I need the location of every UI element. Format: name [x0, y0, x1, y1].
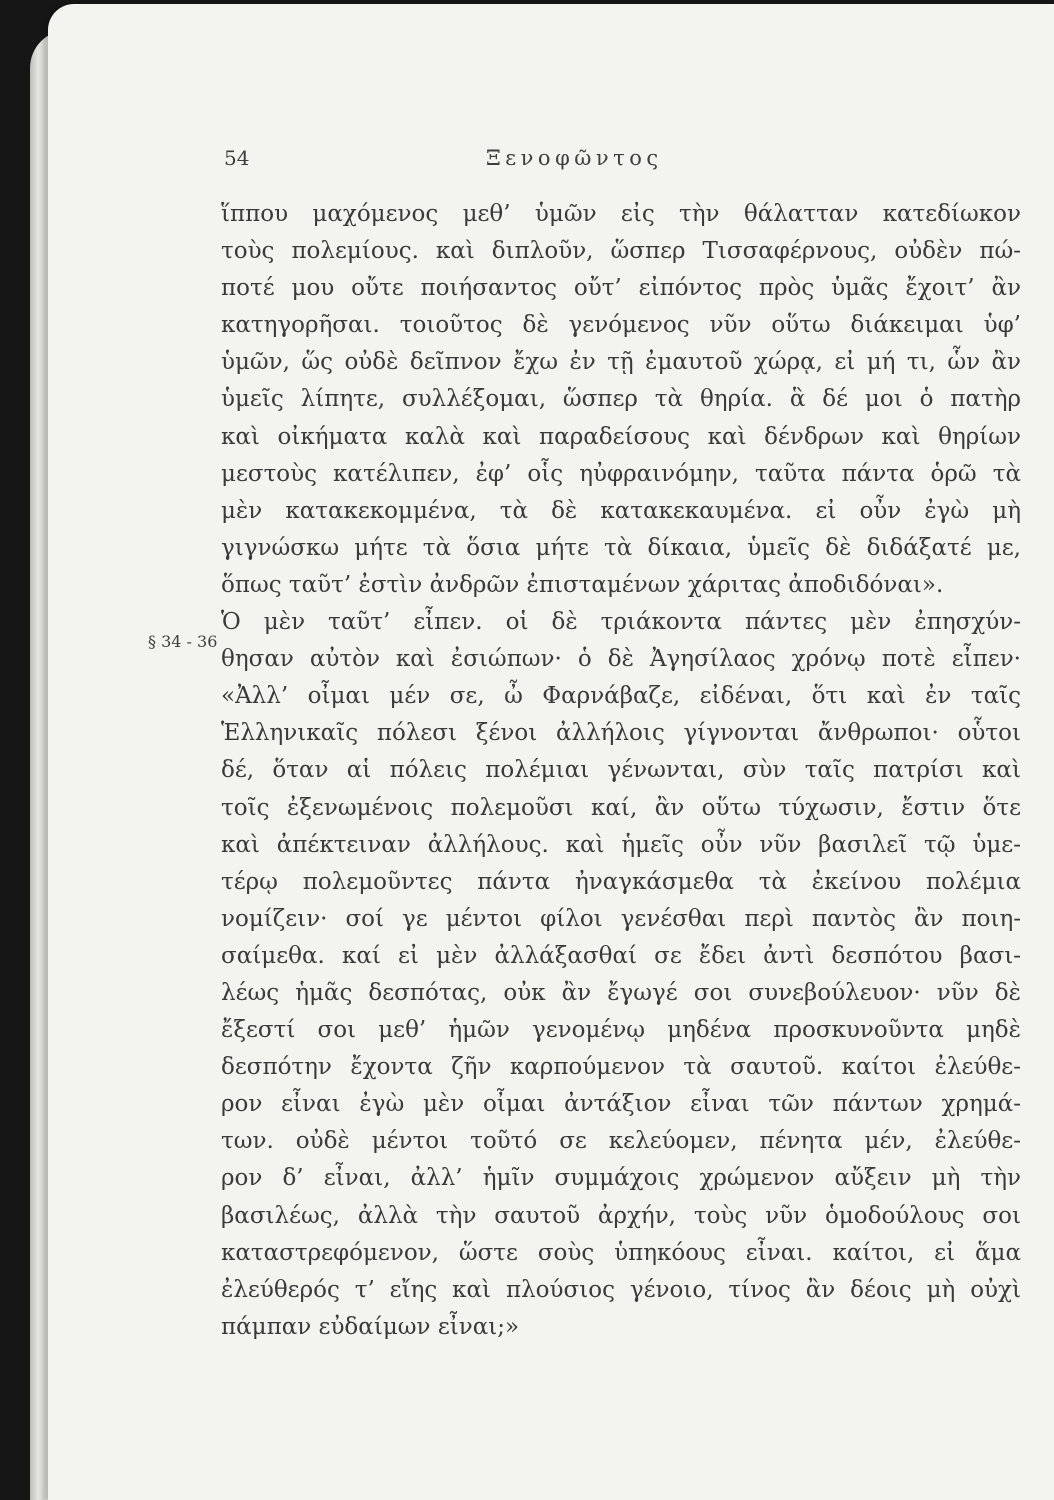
text-line: λέως ἡμᾶς δεσπότας, οὐκ ἂν ἔγωγέ σοι συνεβούλευον· νῦν δὲ [221, 979, 1021, 1006]
text-line: μεστοὺς κατέλιπεν, ἐφ’ οἷς ηὐφραινόμην, ταῦτα πάντα ὁρῶ τὰ [221, 460, 1021, 487]
text-line: τέρῳ πολεμοῦντες πάντα ἠναγκάσμεθα τὰ ἐκείνου πολέμια [221, 868, 1021, 895]
text-line: των. οὐδὲ μέντοι τοῦτό σε κελεύομεν, πένητα μέν, ἐλεύθε- [221, 1128, 1021, 1155]
text-line: ὑμῶν, ὥς οὐδὲ δεῖπνον ἔχω ἐν τῇ ἐμαυτοῦ χώρᾳ, εἰ μή τι, ὧν ἂν [221, 349, 1021, 376]
text-line: καὶ οἰκήματα καλὰ καὶ παραδείσους καὶ δένδρων καὶ θηρίων [221, 423, 1021, 450]
text-line: κατηγορῆσαι. τοιοῦτος δὲ γενόμενος νῦν οὕτω διάκειμαι ὑφ’ [221, 312, 1021, 339]
text-line: ἵππου μαχόμενος μεθ’ ὑμῶν εἰς τὴν θάλατταν κατεδίωκον [221, 201, 1021, 227]
text-line: ρον εἶναι ἐγὼ μὲν οἶμαι ἀντάξιον εἶναι τῶν πάντων χρημά- [221, 1091, 1021, 1118]
text-line: τοῖς ἐξενωμένοις πολεμοῦσι καί, ἂν οὕτω τύχωσιν, ἔστιν ὅτε [221, 794, 1021, 821]
text-line: Ἑλληνικαῖς πόλεσι ξένοι ἀλλήλοις γίγνονται ἄνθρωποι· οὗτοι [221, 720, 1021, 747]
text-line: «Ἀλλ’ οἶμαι μέν σε, ὦ Φαρνάβαζε, εἰδέναι, ὅτι καὶ ἐν ταῖς [221, 683, 1021, 710]
text-line: βασιλέως, ἀλλὰ τὴν σαυτοῦ ἀρχήν, τοὺς νῦν ὁμοδούλους σοι [221, 1202, 1021, 1229]
text-line: τοὺς πολεμίους. καὶ διπλοῦν, ὥσπερ Τισσαφέρνους, οὐδὲν πώ- [221, 238, 1021, 265]
text-line: δεσπότην ἔχοντα ζῆν καρπούμενον τὰ σαυτοῦ. καίτοι ἐλεύθε- [221, 1054, 1021, 1081]
text-line: ὅπως ταῦτ’ ἐστὶν ἀνδρῶν ἐπισταμένων χάριτας ἀποδιδόναι». [221, 571, 944, 598]
text-line: ρον δ’ εἶναι, ἀλλ’ ἡμῖν συμμάχοις χρώμενον αὔξειν μὴ τὴν [221, 1165, 1021, 1192]
page-number: 54 [224, 146, 250, 170]
text-line: ποτέ μου οὔτε ποιήσαντος οὔτ’ εἰπόντος πρὸς ὑμᾶς ἔχοιτ’ ἂν [221, 275, 1021, 302]
section-marker: § 34 - 36 [148, 632, 218, 651]
text-line: μὲν κατακεκομμένα, τὰ δὲ κατακεκαυμένα. εἰ οὖν ἐγὼ μὴ [221, 497, 1021, 524]
body-text [221, 196, 1021, 1346]
text-line: νομίζειν· σοί γε μέντοι φίλοι γενέσθαι περὶ παντὸς ἂν ποιη- [221, 905, 1021, 932]
text-line: καταστρεφόμενον, ὥστε σοὺς ὑπηκόους εἶναι. καίτοι, εἰ ἅμα [221, 1239, 1021, 1266]
text-line: ἐλεύθερός τ’ εἴης καὶ πλούσιος γένοιο, τίνος ἂν δέοις μὴ οὐχὶ [221, 1276, 1021, 1303]
text-line: ἔξεστί σοι μεθ’ ἡμῶν γενομένῳ μηδένα προσκυνοῦντα μηδὲ [221, 1017, 1021, 1044]
text-line: δέ, ὅταν αἱ πόλεις πολέμιαι γένωνται, σὺν ταῖς πατρίσι καὶ [221, 757, 1021, 784]
running-title: Ξενοφῶντος [486, 146, 663, 170]
text-line: γιγνώσκω μήτε τὰ ὅσια μήτε τὰ δίκαια, ὑμεῖς δὲ διδάξατέ με, [221, 534, 1021, 561]
text-line: σαίμεθα. καί εἰ μὲν ἀλλάξασθαί σε ἔδει ἀντὶ δεσπότου βασι- [221, 942, 1021, 969]
text-line: Ὁ μὲν ταῦτ’ εἶπεν. οἱ δὲ τριάκοντα πάντες μὲν ἐπησχύν- [221, 609, 1021, 636]
text-line: πάμπαν εὐδαίμων εἶναι;» [221, 1313, 520, 1340]
text-line: ὑμεῖς λίπητε, συλλέξομαι, ὥσπερ τὰ θηρία. ἃ δέ μοι ὁ πατὴρ [221, 386, 1021, 413]
text-line: θησαν αὐτὸν καὶ ἐσιώπων· ὁ δὲ Ἀγησίλαος χρόνῳ ποτὲ εἶπεν· [221, 646, 1021, 673]
text-line: καὶ ἀπέκτειναν ἀλλήλους. καὶ ἡμεῖς οὖν νῦν βασιλεῖ τῷ ὑμε- [221, 831, 1021, 858]
